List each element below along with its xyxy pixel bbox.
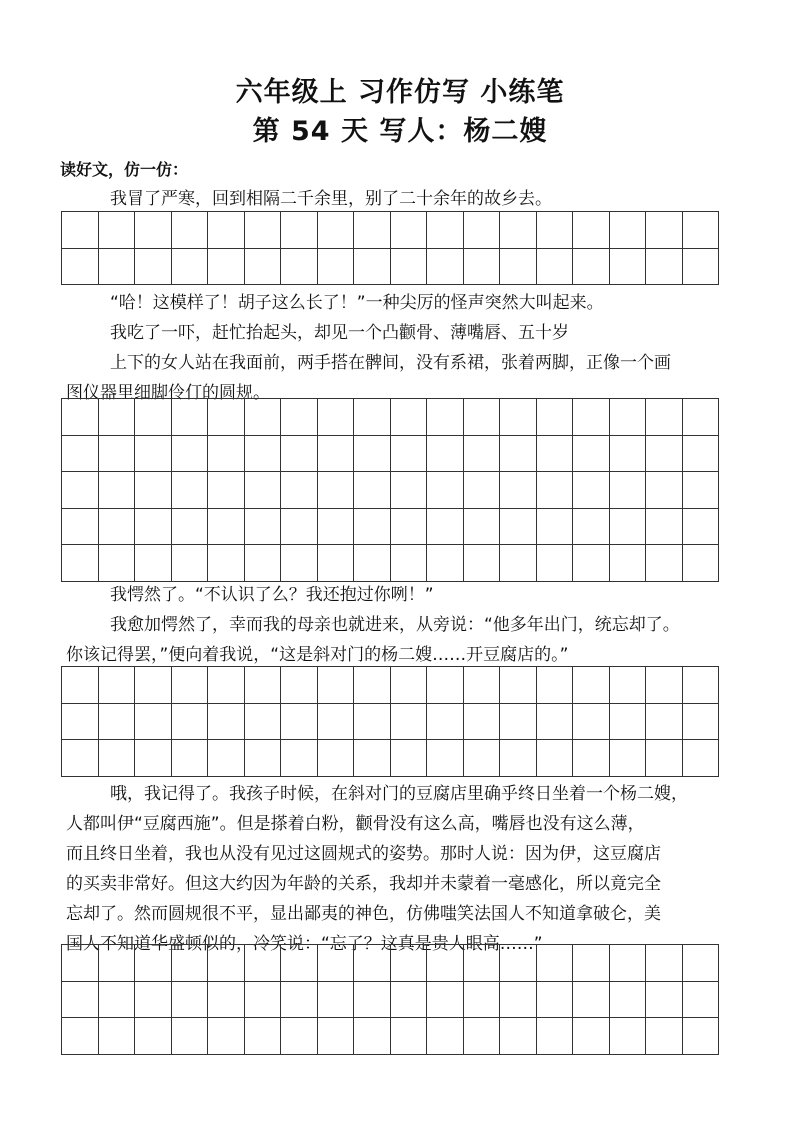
grid-cell[interactable] <box>135 508 172 545</box>
grid-cell[interactable] <box>317 508 354 545</box>
grid-cell[interactable] <box>646 945 683 982</box>
grid-cell[interactable] <box>244 545 281 582</box>
grid-cell[interactable] <box>135 545 172 582</box>
grid-cell[interactable] <box>646 545 683 582</box>
grid-cell[interactable] <box>244 212 281 249</box>
grid-cell[interactable] <box>500 248 537 285</box>
grid-cell[interactable] <box>609 212 646 249</box>
passage-line: 忘却了。然而圆规很不平，显出鄙夷的神色，仿佛嗤笑法国人不知道拿破仑，美 <box>66 904 661 924</box>
grid-cell[interactable] <box>609 545 646 582</box>
grid-cell[interactable] <box>281 981 318 1018</box>
grid-cell[interactable] <box>463 472 500 509</box>
passage-1 <box>66 184 740 214</box>
grid-cell[interactable] <box>390 945 427 982</box>
grid-cell[interactable] <box>609 399 646 436</box>
grid-cell[interactable] <box>500 981 537 1018</box>
grid-cell[interactable] <box>135 472 172 509</box>
grid-cell[interactable] <box>463 248 500 285</box>
grid-cell[interactable] <box>208 435 245 472</box>
grid-cell[interactable] <box>427 212 464 249</box>
passage-line: 国人不知道华盛顿似的，冷笑说：“忘了？这真是贵人眼高……” <box>66 934 543 954</box>
grid-cell[interactable] <box>609 740 646 777</box>
grid-cell[interactable] <box>682 703 719 740</box>
grid-cell[interactable] <box>171 667 208 704</box>
grid-cell[interactable] <box>500 212 537 249</box>
grid-cell[interactable] <box>135 703 172 740</box>
grid-cell[interactable] <box>98 472 135 509</box>
grid-cell[interactable] <box>281 399 318 436</box>
grid-cell[interactable] <box>390 740 427 777</box>
grid-cell[interactable] <box>281 740 318 777</box>
writing-grid-2[interactable] <box>61 398 719 582</box>
worksheet-title: 六年级上 习作仿写 小练笔 <box>235 77 565 108</box>
grid-cell[interactable] <box>427 435 464 472</box>
grid-cell[interactable] <box>244 248 281 285</box>
grid-cell[interactable] <box>62 945 99 982</box>
grid-cell[interactable] <box>536 667 573 704</box>
grid-cell[interactable] <box>208 399 245 436</box>
grid-cell[interactable] <box>135 248 172 285</box>
passage-line: 我愕然了。“不认识了么？我还抱过你咧！” <box>110 585 434 605</box>
grid-cell[interactable] <box>463 435 500 472</box>
grid-cell[interactable] <box>463 667 500 704</box>
grid-cell[interactable] <box>354 248 391 285</box>
grid-cell[interactable] <box>573 508 610 545</box>
grid-cell[interactable] <box>135 212 172 249</box>
grid-cell[interactable] <box>609 472 646 509</box>
grid-cell[interactable] <box>98 1018 135 1055</box>
grid-row <box>62 945 719 982</box>
grid-cell[interactable] <box>682 945 719 982</box>
grid-cell[interactable] <box>281 508 318 545</box>
grid-cell[interactable] <box>682 435 719 472</box>
grid-cell[interactable] <box>573 945 610 982</box>
grid-cell[interactable] <box>536 545 573 582</box>
grid-cell[interactable] <box>354 212 391 249</box>
grid-cell[interactable] <box>463 508 500 545</box>
grid-cell[interactable] <box>609 248 646 285</box>
grid-cell[interactable] <box>500 508 537 545</box>
grid-cell[interactable] <box>536 435 573 472</box>
grid-cell[interactable] <box>500 703 537 740</box>
grid-cell[interactable] <box>427 545 464 582</box>
grid-cell[interactable] <box>390 399 427 436</box>
grid-cell[interactable] <box>208 248 245 285</box>
grid-cell[interactable] <box>98 545 135 582</box>
grid-cell[interactable] <box>62 212 99 249</box>
grid-cell[interactable] <box>500 399 537 436</box>
grid-cell[interactable] <box>427 981 464 1018</box>
grid-cell[interactable] <box>317 667 354 704</box>
grid-cell[interactable] <box>573 435 610 472</box>
grid-cell[interactable] <box>98 248 135 285</box>
passage-line: 我吃了一吓，赶忙抬起头，却见一个凸颧骨、薄嘴唇、五十岁 <box>110 323 569 343</box>
grid-cell[interactable] <box>171 508 208 545</box>
passage-4 <box>66 779 740 959</box>
grid-cell[interactable] <box>646 435 683 472</box>
grid-cell[interactable] <box>573 740 610 777</box>
grid-cell[interactable] <box>500 1018 537 1055</box>
grid-cell[interactable] <box>317 472 354 509</box>
grid-cell[interactable] <box>244 472 281 509</box>
grid-cell[interactable] <box>317 399 354 436</box>
grid-cell[interactable] <box>98 945 135 982</box>
grid-cell[interactable] <box>317 545 354 582</box>
grid-cell[interactable] <box>682 1018 719 1055</box>
grid-cell[interactable] <box>427 1018 464 1055</box>
grid-cell[interactable] <box>281 248 318 285</box>
passage-3 <box>66 580 740 670</box>
grid-cell[interactable] <box>609 703 646 740</box>
grid-cell[interactable] <box>427 703 464 740</box>
grid-cell[interactable] <box>390 667 427 704</box>
grid-row <box>62 545 719 582</box>
grid-cell[interactable] <box>354 472 391 509</box>
grid-cell[interactable] <box>208 545 245 582</box>
grid-cell[interactable] <box>646 508 683 545</box>
grid-cell[interactable] <box>317 981 354 1018</box>
grid-cell[interactable] <box>135 1018 172 1055</box>
grid-cell[interactable] <box>682 740 719 777</box>
grid-cell[interactable] <box>390 981 427 1018</box>
grid-cell[interactable] <box>427 508 464 545</box>
grid-row <box>62 508 719 545</box>
grid-cell[interactable] <box>208 508 245 545</box>
grid-cell[interactable] <box>536 703 573 740</box>
grid-cell[interactable] <box>171 212 208 249</box>
grid-cell[interactable] <box>244 740 281 777</box>
grid-cell[interactable] <box>390 703 427 740</box>
grid-cell[interactable] <box>682 508 719 545</box>
grid-cell[interactable] <box>135 945 172 982</box>
grid-cell[interactable] <box>135 981 172 1018</box>
grid-cell[interactable] <box>208 212 245 249</box>
grid-cell[interactable] <box>354 667 391 704</box>
grid-cell[interactable] <box>573 248 610 285</box>
grid-cell[interactable] <box>317 248 354 285</box>
grid-cell[interactable] <box>317 740 354 777</box>
passage-line: 你该记得罢，”便向着我说，“这是斜对门的杨二嫂……开豆腐店的。” <box>66 645 569 665</box>
grid-cell[interactable] <box>208 945 245 982</box>
grid-cell[interactable] <box>281 703 318 740</box>
grid-cell[interactable] <box>354 435 391 472</box>
grid-cell[interactable] <box>354 1018 391 1055</box>
grid-cell[interactable] <box>98 212 135 249</box>
grid-cell[interactable] <box>208 981 245 1018</box>
grid-row <box>62 1018 719 1055</box>
grid-cell[interactable] <box>646 740 683 777</box>
grid-cell[interactable] <box>208 472 245 509</box>
grid-cell[interactable] <box>646 248 683 285</box>
grid-cell[interactable] <box>98 399 135 436</box>
grid-cell[interactable] <box>244 435 281 472</box>
grid-cell[interactable] <box>317 1018 354 1055</box>
grid-cell[interactable] <box>646 703 683 740</box>
grid-cell[interactable] <box>281 472 318 509</box>
grid-cell[interactable] <box>208 740 245 777</box>
grid-cell[interactable] <box>171 703 208 740</box>
worksheet-subtitle: 第 54 天 写人：杨二嫂 <box>252 116 548 147</box>
grid-cell[interactable] <box>500 472 537 509</box>
passage-line: 人都叫伊“豆腐西施”。但是搽着白粉，颧骨没有这么高，嘴唇也没有这么薄， <box>66 814 645 834</box>
passage-line: 图仪器里细脚伶仃的圆规。 <box>66 383 270 403</box>
grid-cell[interactable] <box>682 248 719 285</box>
grid-cell[interactable] <box>62 435 99 472</box>
grid-cell[interactable] <box>281 212 318 249</box>
grid-cell[interactable] <box>354 703 391 740</box>
grid-cell[interactable] <box>171 435 208 472</box>
grid-cell[interactable] <box>281 1018 318 1055</box>
passage-line: 哦，我记得了。我孩子时候，在斜对门的豆腐店里确乎终日坐着一个杨二嫂， <box>110 784 688 804</box>
grid-cell[interactable] <box>646 1018 683 1055</box>
grid-cell[interactable] <box>354 508 391 545</box>
grid-cell[interactable] <box>463 399 500 436</box>
grid-cell[interactable] <box>427 472 464 509</box>
grid-cell[interactable] <box>536 212 573 249</box>
grid-cell[interactable] <box>682 981 719 1018</box>
grid-cell[interactable] <box>354 399 391 436</box>
grid-cell[interactable] <box>171 981 208 1018</box>
grid-cell[interactable] <box>536 1018 573 1055</box>
grid-cell[interactable] <box>390 508 427 545</box>
grid-cell[interactable] <box>646 399 683 436</box>
grid-cell[interactable] <box>536 981 573 1018</box>
grid-cell[interactable] <box>98 435 135 472</box>
grid-cell[interactable] <box>682 399 719 436</box>
grid-cell[interactable] <box>171 945 208 982</box>
grid-cell[interactable] <box>500 667 537 704</box>
grid-cell[interactable] <box>244 703 281 740</box>
grid-cell[interactable] <box>62 981 99 1018</box>
grid-cell[interactable] <box>281 545 318 582</box>
grid-cell[interactable] <box>390 1018 427 1055</box>
grid-cell[interactable] <box>354 945 391 982</box>
grid-cell[interactable] <box>536 945 573 982</box>
grid-cell[interactable] <box>317 435 354 472</box>
grid-cell[interactable] <box>244 667 281 704</box>
grid-row <box>62 703 719 740</box>
passage-line: 而且终日坐着，我也从没有见过这圆规式的姿势。那时人说：因为伊，这豆腐店 <box>66 844 661 864</box>
writing-grid-1[interactable] <box>61 211 719 285</box>
grid-cell[interactable] <box>62 472 99 509</box>
grid-cell[interactable] <box>646 472 683 509</box>
grid-cell[interactable] <box>62 399 99 436</box>
grid-cell[interactable] <box>390 212 427 249</box>
grid-cell[interactable] <box>463 212 500 249</box>
grid-cell[interactable] <box>463 1018 500 1055</box>
passage-line: 的买卖非常好。但这大约因为年龄的关系，我却并未蒙着一毫感化，所以竟完全 <box>66 874 661 894</box>
grid-cell[interactable] <box>62 248 99 285</box>
grid-cell[interactable] <box>573 981 610 1018</box>
grid-cell[interactable] <box>536 472 573 509</box>
grid-cell[interactable] <box>500 435 537 472</box>
grid-cell[interactable] <box>463 545 500 582</box>
grid-cell[interactable] <box>463 740 500 777</box>
grid-cell[interactable] <box>536 248 573 285</box>
grid-cell[interactable] <box>244 945 281 982</box>
grid-cell[interactable] <box>62 545 99 582</box>
grid-cell[interactable] <box>427 248 464 285</box>
grid-cell[interactable] <box>98 981 135 1018</box>
grid-cell[interactable] <box>62 508 99 545</box>
grid-cell[interactable] <box>244 981 281 1018</box>
grid-cell[interactable] <box>609 981 646 1018</box>
grid-row <box>62 399 719 436</box>
grid-cell[interactable] <box>135 435 172 472</box>
grid-cell[interactable] <box>171 248 208 285</box>
passage-line: 上下的女人站在我面前，两手搭在髀间，没有系裙，张着两脚，正像一个画 <box>110 353 671 373</box>
grid-cell[interactable] <box>171 472 208 509</box>
grid-cell[interactable] <box>208 667 245 704</box>
grid-cell[interactable] <box>281 667 318 704</box>
grid-cell[interactable] <box>208 1018 245 1055</box>
grid-cell[interactable] <box>390 435 427 472</box>
grid-cell[interactable] <box>281 945 318 982</box>
grid-cell[interactable] <box>62 740 99 777</box>
grid-cell[interactable] <box>317 945 354 982</box>
grid-cell[interactable] <box>646 981 683 1018</box>
grid-cell[interactable] <box>609 667 646 704</box>
grid-cell[interactable] <box>135 399 172 436</box>
section-label: 读好文，仿一仿： <box>60 160 189 179</box>
grid-cell[interactable] <box>573 472 610 509</box>
grid-cell[interactable] <box>62 1018 99 1055</box>
grid-row <box>62 435 719 472</box>
grid-cell[interactable] <box>609 1018 646 1055</box>
grid-cell[interactable] <box>98 667 135 704</box>
grid-row <box>62 472 719 509</box>
grid-cell[interactable] <box>171 545 208 582</box>
grid-cell[interactable] <box>573 667 610 704</box>
grid-cell[interactable] <box>244 508 281 545</box>
grid-cell[interactable] <box>573 1018 610 1055</box>
grid-cell[interactable] <box>682 667 719 704</box>
grid-cell[interactable] <box>62 703 99 740</box>
grid-cell[interactable] <box>609 508 646 545</box>
grid-cell[interactable] <box>317 703 354 740</box>
grid-cell[interactable] <box>646 212 683 249</box>
grid-cell[interactable] <box>390 472 427 509</box>
grid-cell[interactable] <box>573 212 610 249</box>
grid-cell[interactable] <box>463 703 500 740</box>
grid-cell[interactable] <box>609 945 646 982</box>
grid-cell[interactable] <box>500 945 537 982</box>
grid-row <box>62 981 719 1018</box>
grid-cell[interactable] <box>171 1018 208 1055</box>
grid-cell[interactable] <box>135 667 172 704</box>
grid-cell[interactable] <box>427 740 464 777</box>
grid-cell[interactable] <box>171 740 208 777</box>
passage-line: 我冒了严寒，回到相隔二千余里，别了二十余年的故乡去。 <box>110 189 552 209</box>
grid-cell[interactable] <box>573 545 610 582</box>
passage-2 <box>66 288 740 408</box>
grid-cell[interactable] <box>390 545 427 582</box>
grid-cell[interactable] <box>463 981 500 1018</box>
grid-cell[interactable] <box>463 945 500 982</box>
grid-cell[interactable] <box>354 545 391 582</box>
grid-cell[interactable] <box>609 435 646 472</box>
grid-cell[interactable] <box>682 212 719 249</box>
grid-cell[interactable] <box>573 399 610 436</box>
grid-row <box>62 667 719 704</box>
grid-cell[interactable] <box>500 740 537 777</box>
grid-cell[interactable] <box>317 212 354 249</box>
grid-cell[interactable] <box>536 399 573 436</box>
grid-cell[interactable] <box>208 703 245 740</box>
grid-cell[interactable] <box>281 435 318 472</box>
writing-grid-4[interactable] <box>61 944 719 1055</box>
grid-cell[interactable] <box>500 545 537 582</box>
passage-line: 我愈加愕然了，幸而我的母亲也就进来，从旁说：“他多年出门，统忘却了。 <box>110 615 680 635</box>
grid-cell[interactable] <box>536 508 573 545</box>
grid-cell[interactable] <box>536 740 573 777</box>
grid-cell[interactable] <box>135 740 172 777</box>
grid-cell[interactable] <box>427 945 464 982</box>
passage-line: “哈！这模样了！胡子这么长了！”一种尖厉的怪声突然大叫起来。 <box>110 293 604 313</box>
grid-cell[interactable] <box>427 399 464 436</box>
grid-cell[interactable] <box>682 472 719 509</box>
grid-cell[interactable] <box>62 667 99 704</box>
grid-cell[interactable] <box>244 1018 281 1055</box>
grid-row <box>62 740 719 777</box>
grid-cell[interactable] <box>573 703 610 740</box>
grid-cell[interactable] <box>244 399 281 436</box>
grid-row <box>62 212 719 249</box>
grid-cell[interactable] <box>682 545 719 582</box>
grid-cell[interactable] <box>427 667 464 704</box>
grid-cell[interactable] <box>171 399 208 436</box>
grid-cell[interactable] <box>98 703 135 740</box>
grid-cell[interactable] <box>98 508 135 545</box>
grid-row <box>62 248 719 285</box>
grid-cell[interactable] <box>98 740 135 777</box>
grid-cell[interactable] <box>646 667 683 704</box>
grid-cell[interactable] <box>354 740 391 777</box>
writing-grid-3[interactable] <box>61 666 719 777</box>
grid-cell[interactable] <box>354 981 391 1018</box>
grid-cell[interactable] <box>390 248 427 285</box>
